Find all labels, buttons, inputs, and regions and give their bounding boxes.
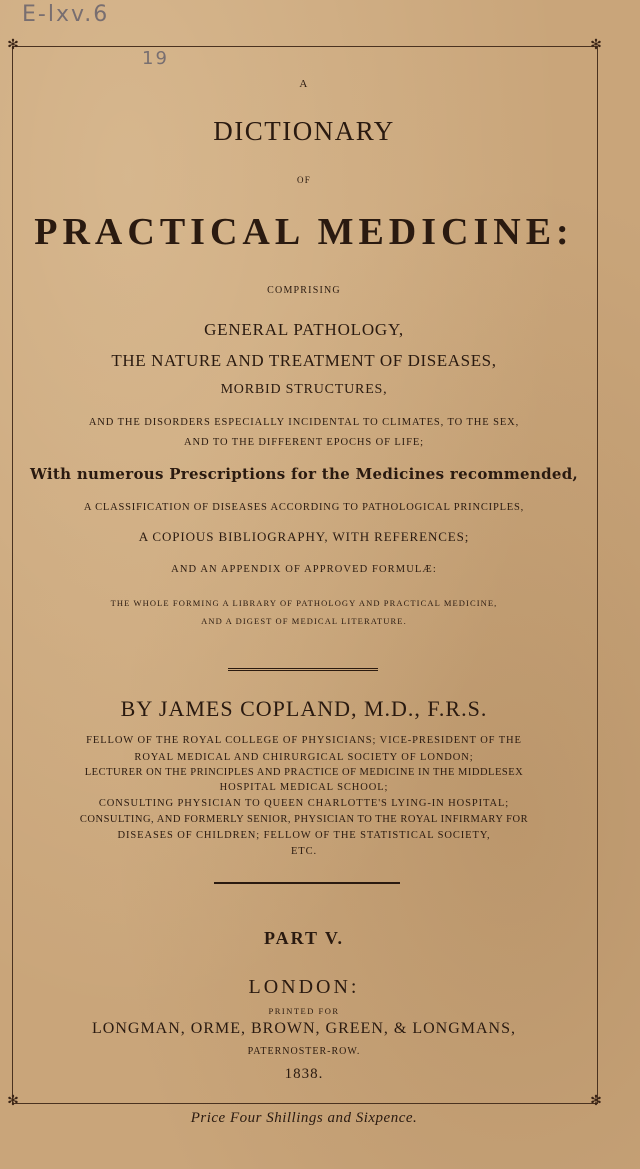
part-number: PART V. <box>263 928 345 948</box>
author-qualification: LECTURER ON THE PRINCIPLES AND PRACTICE OF MEDICINE IN THE MIDDLESEX <box>84 767 524 778</box>
author-qualification: CONSULTING PHYSICIAN TO QUEEN CHARLOTTE'S LYING-IN HOSPITAL; <box>98 798 510 809</box>
handwritten-number: 19 <box>142 48 169 69</box>
title-of: OF <box>297 175 311 185</box>
title-dictionary: DICTIONARY <box>213 116 395 146</box>
imprint-city: LONDON: <box>248 976 360 998</box>
title-article: A <box>299 78 309 90</box>
corner-ornament-icon: ✻ <box>7 1094 19 1109</box>
corner-ornament-icon: ✻ <box>590 38 602 53</box>
contents-line: A COPIOUS BIBLIOGRAPHY, WITH REFERENCES; <box>138 529 470 544</box>
author-qualification: HOSPITAL MEDICAL SCHOOL; <box>219 782 389 793</box>
imprint-publishers: LONGMAN, ORME, BROWN, GREEN, & LONGMANS, <box>92 1020 516 1037</box>
author-name: BY JAMES COPLAND, M.D., F.R.S. <box>120 696 488 721</box>
author-qualification: FELLOW OF THE ROYAL COLLEGE OF PHYSICIANS; VICE-PRESIDENT OF THE <box>86 735 522 746</box>
divider-rule <box>228 668 378 671</box>
author-qualification: CONSULTING, AND FORMERLY SENIOR, PHYSICIAN TO THE ROYAL INFIRMARY FOR <box>79 814 529 825</box>
contents-line: MORBID STRUCTURES, <box>220 382 388 397</box>
contents-line: THE WHOLE FORMING A LIBRARY OF PATHOLOGY AND PRACTICAL MEDICINE, <box>110 598 498 608</box>
contents-line: AND TO THE DIFFERENT EPOCHS OF LIFE; <box>184 437 424 448</box>
author-qualification: ROYAL MEDICAL AND CHIRURGICAL SOCIETY OF LONDON; <box>134 752 474 763</box>
price-note: Price Four Shillings and Sixpence. <box>190 1110 418 1126</box>
contents-line: AND A DIGEST OF MEDICAL LITERATURE. <box>201 616 407 626</box>
handwritten-shelfmark: E-lxv.6 <box>22 2 110 27</box>
contents-line: THE NATURE AND TREATMENT OF DISEASES, <box>111 351 497 370</box>
contents-line: GENERAL PATHOLOGY, <box>204 320 404 339</box>
imprint-year: 1838. <box>284 1066 324 1082</box>
imprint-address: PATERNOSTER-ROW. <box>247 1046 361 1057</box>
author-qualification: DISEASES OF CHILDREN; FELLOW OF THE STATISTICAL SOCIETY, <box>117 830 491 841</box>
corner-ornament-icon: ✻ <box>7 38 19 53</box>
contents-line: A CLASSIFICATION OF DISEASES ACCORDING TO PATHOLOGICAL PRINCIPLES, <box>83 502 525 513</box>
title-practical-medicine: PRACTICAL MEDICINE: <box>34 211 574 253</box>
divider-rule <box>214 882 400 884</box>
author-qualification: ETC. <box>290 846 318 857</box>
contents-line: AND AN APPENDIX OF APPROVED FORMULÆ: <box>171 564 437 575</box>
comprising-label: COMPRISING <box>267 285 341 296</box>
contents-line: AND THE DISORDERS ESPECIALLY INCIDENTAL TO CLIMATES, TO THE SEX, <box>88 417 520 428</box>
contents-line-blackletter: With numerous Prescriptions for the Medicines recommended, <box>29 465 579 483</box>
imprint-printed-for: PRINTED FOR <box>268 1006 340 1016</box>
corner-ornament-icon: ✻ <box>590 1094 602 1109</box>
